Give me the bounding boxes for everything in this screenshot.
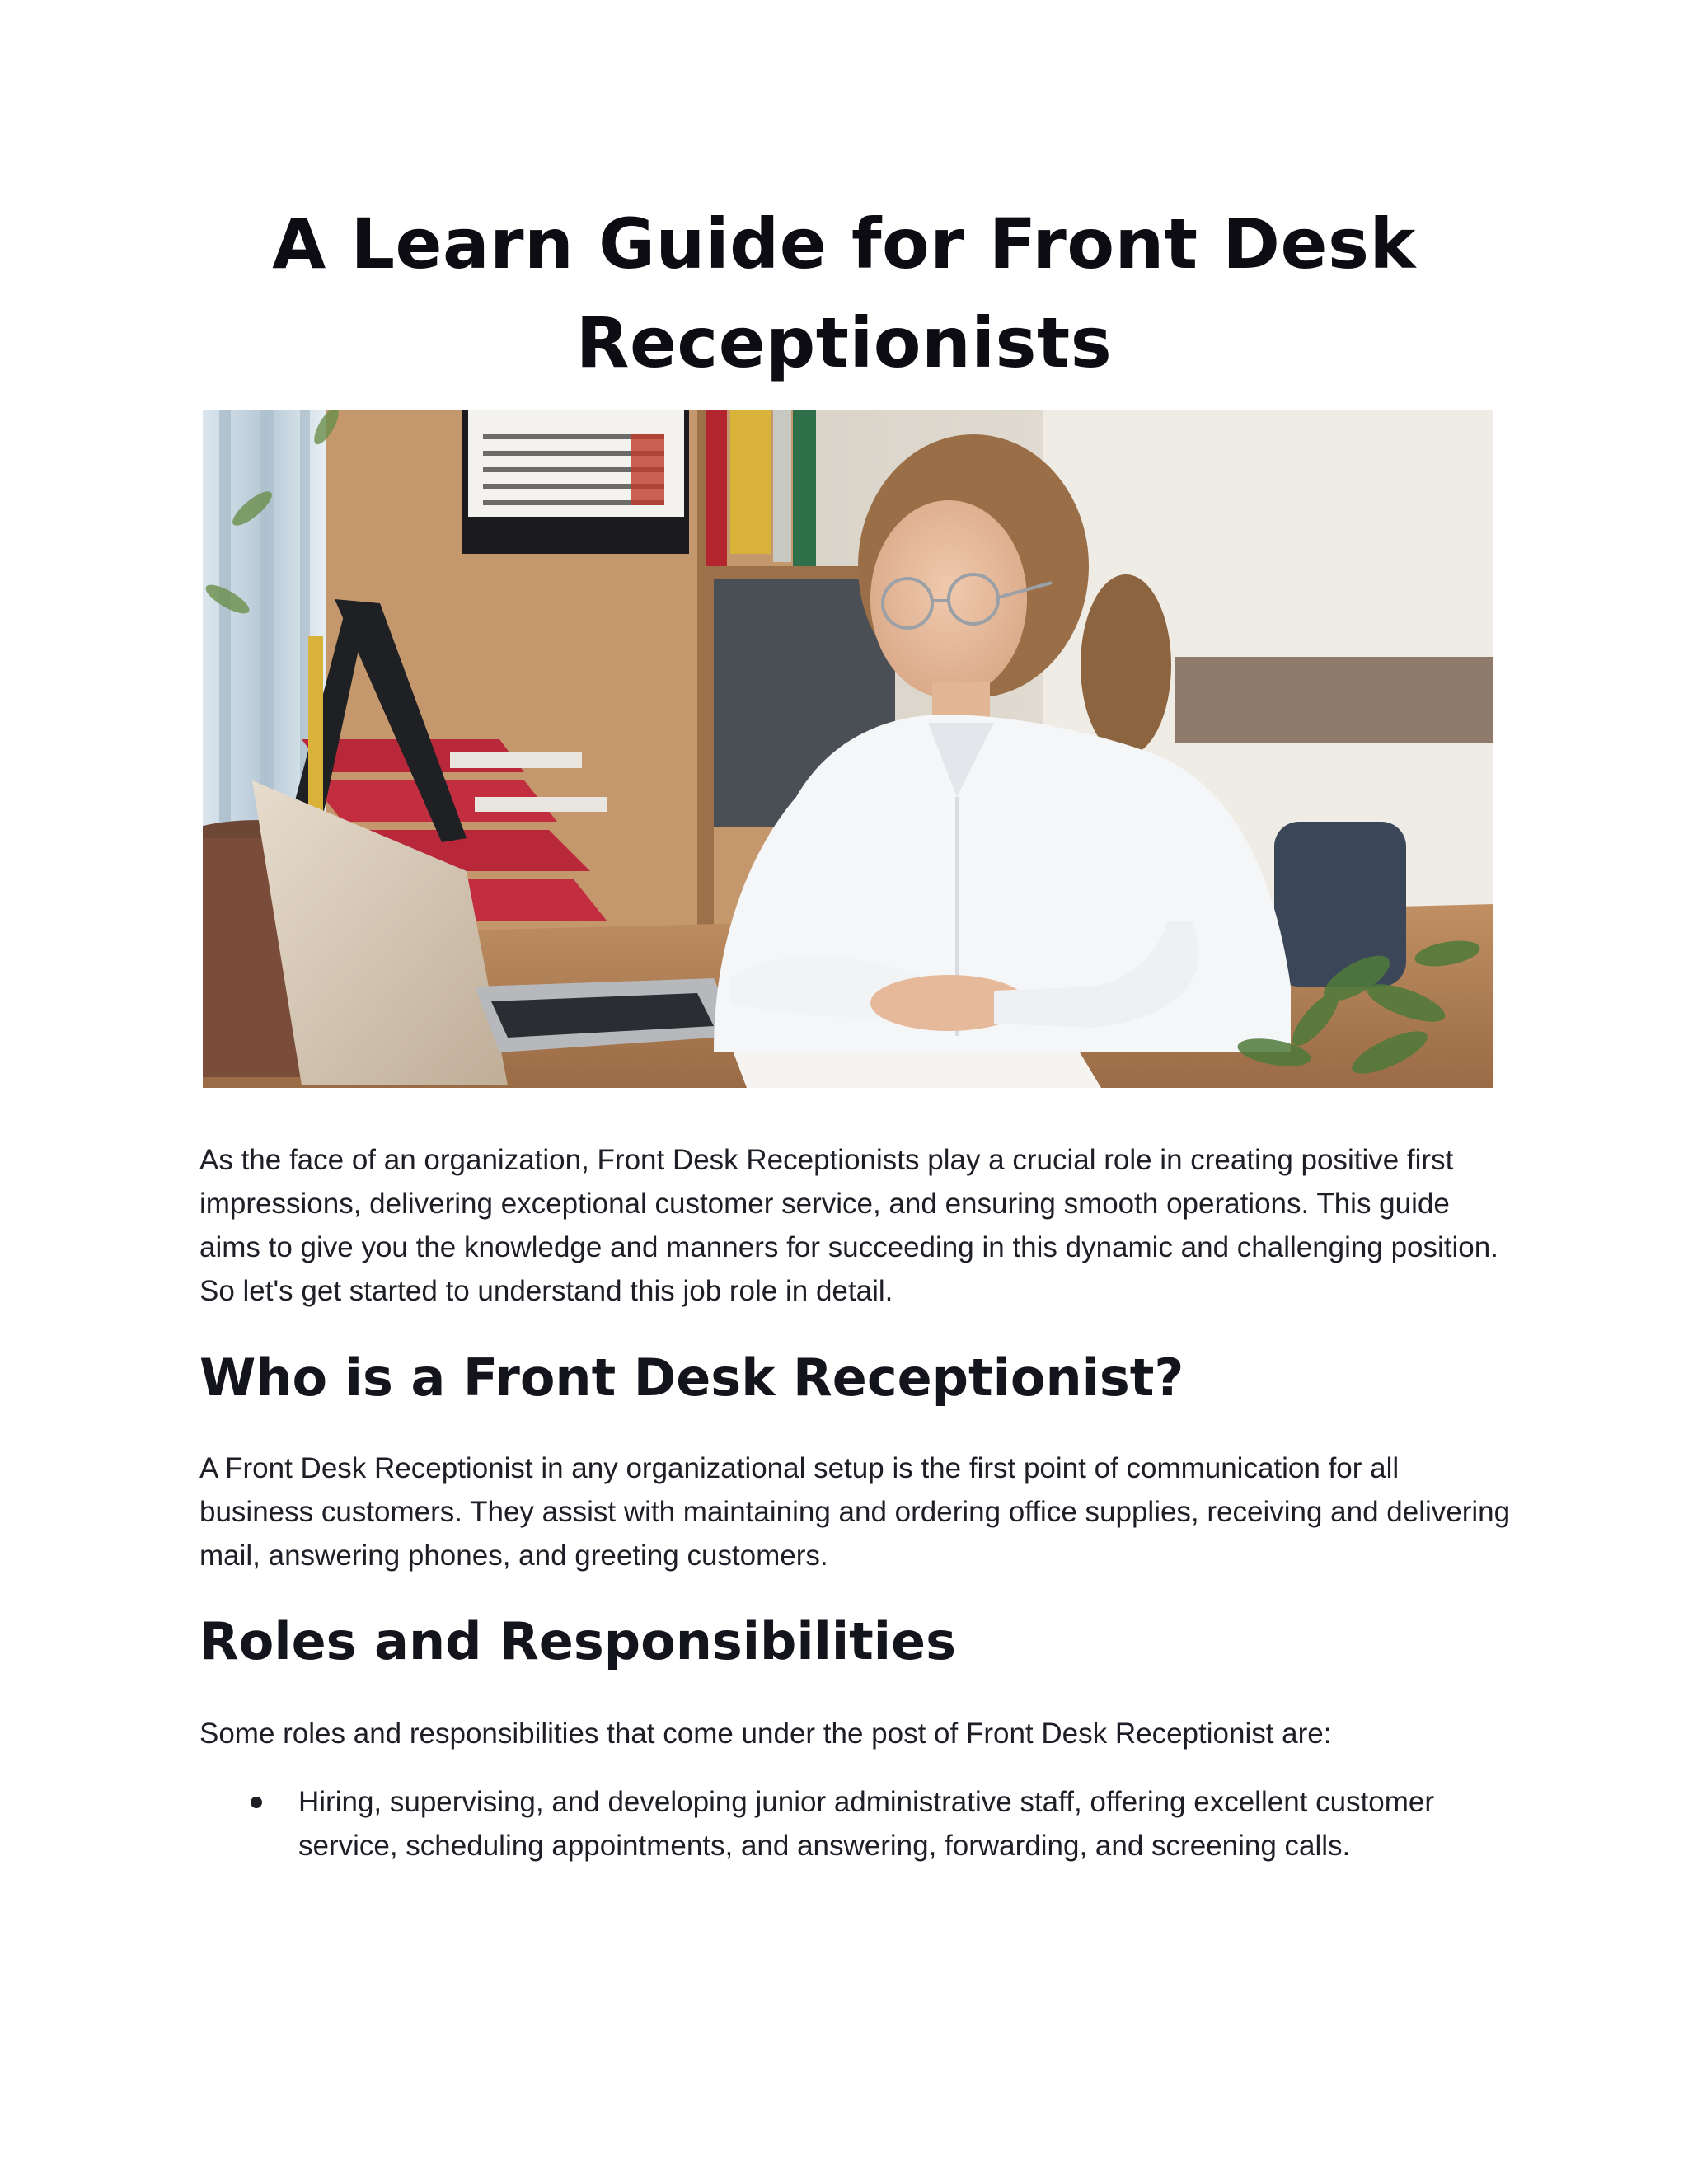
section-heading-roles: Roles and Responsibilities xyxy=(199,1611,957,1671)
page-title xyxy=(198,194,1490,392)
page-title-line-2: Receptionists xyxy=(575,302,1113,383)
page-title-line-1: A Learn Guide for Front Desk xyxy=(272,204,1416,284)
list-item xyxy=(199,1780,1518,1868)
section-roles-intro: Some roles and responsibilities that come under the post of Front Desk Receptionist are: xyxy=(199,1718,1332,1750)
hero-image-receptionist-at-desk xyxy=(203,410,1493,1088)
section-who-is-body: A Front Desk Receptionist in any organizational setup is the first point of communication for all business customers. They assist with maintaining and ordering office supplies, receiving and delivering mail, answering phones, and greeting customers. xyxy=(199,1452,1511,1572)
intro-paragraph: As the face of an organization, Front Desk Receptionists play a crucial role in creating positive first impressions, delivering exceptional customer service, and ensuring smooth operations. This guide aims to give you the knowledge and manners for succeeding in this dynamic and challenging position. So let's get started to understand this job role in detail. xyxy=(199,1144,1498,1307)
list-item-text: Hiring, supervising, and developing junior administrative staff, offering excellent customer service, scheduling appointments, and answering, forwarding, and screening calls. xyxy=(298,1786,1435,1862)
roles-bullet-list xyxy=(199,1780,1518,1868)
section-heading-who-is: Who is a Front Desk Receptionist? xyxy=(199,1347,1184,1408)
bullet-icon xyxy=(251,1797,262,1808)
